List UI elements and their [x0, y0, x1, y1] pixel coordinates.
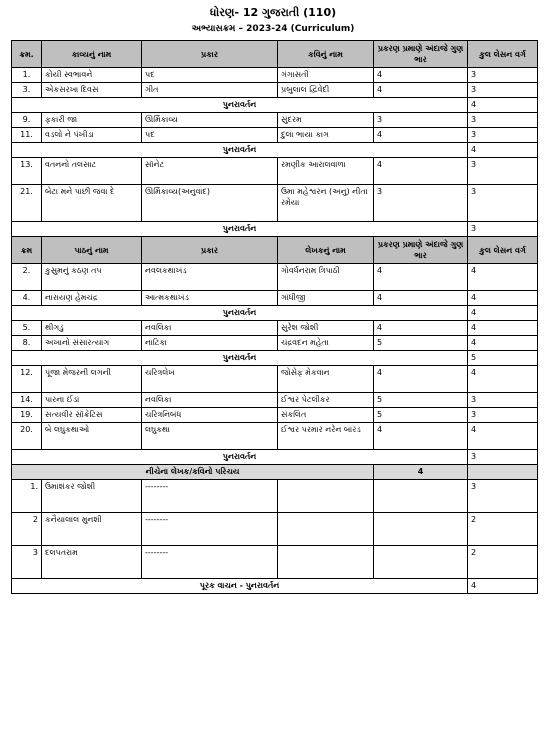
table-header-row	[12, 41, 538, 68]
row-author: ગોવર્ધનરામ ત્રિપાઠી	[278, 264, 374, 291]
row-type: લઘુકથા	[142, 423, 278, 450]
row-author: ગંગાસતી	[278, 68, 374, 83]
row-type: નવલકથાખંડ	[142, 264, 278, 291]
empty-cell	[278, 513, 374, 546]
revision-row	[12, 450, 538, 465]
intro-header-row	[12, 465, 538, 480]
row-marks: 4	[374, 366, 468, 393]
row-number: 14.	[12, 393, 42, 408]
row-marks: 5	[374, 408, 468, 423]
empty-cell	[278, 546, 374, 579]
row-number: 20.	[12, 423, 42, 450]
row-dash: --------	[142, 546, 278, 579]
row-author: ઉમા મહેશ્વરન (અનુ) નીતા રમેયા	[278, 185, 374, 222]
row-type: ચરિત્રનિબંધ	[142, 408, 278, 423]
row-type: સૉનેટ	[142, 158, 278, 185]
table-row	[12, 68, 538, 83]
row-title: એકસરખા દિવસ	[42, 83, 142, 98]
row-lessons: 3	[468, 158, 538, 185]
row-author: ગાંધીજી	[278, 291, 374, 306]
row-lessons: 2	[468, 513, 538, 546]
row-marks: 5	[374, 393, 468, 408]
row-author: સંકલિત	[278, 408, 374, 423]
row-author: દુલા ભાયા કાગ	[278, 128, 374, 143]
row-title: કોયી સ્વભાવને	[42, 68, 142, 83]
row-title: બે લઘુકથાઓ	[42, 423, 142, 450]
row-number: 13.	[12, 158, 42, 185]
table-row	[12, 336, 538, 351]
curriculum-table	[11, 40, 538, 594]
column-header: ક્રમ	[12, 237, 42, 264]
revision-label: પુનરાવર્તન	[12, 98, 468, 113]
page-title: ધોરણ- 12 ગુજરાતી (110)	[209, 6, 337, 19]
row-dash: --------	[142, 513, 278, 546]
row-marks: 4	[374, 423, 468, 450]
row-dash: --------	[142, 480, 278, 513]
row-author: ઈશ્વર પરમાર નરેન બારડ	[278, 423, 374, 450]
row-title: સત્યવીર સૉક્રેટિસ	[42, 408, 142, 423]
row-author: ઈશ્વર પેટલીકર	[278, 393, 374, 408]
footer-label: પૂરક વાચન - પુનરાવર્તન	[12, 579, 468, 594]
intro-row	[12, 546, 538, 579]
column-header: ક્રમ.	[12, 41, 42, 68]
table-row	[12, 291, 538, 306]
empty-cell	[374, 546, 468, 579]
row-marks: 4	[374, 83, 468, 98]
revision-lessons: 4	[468, 98, 538, 113]
column-header: પાઠનું નામ	[42, 237, 142, 264]
row-type: ઊર્મિકાવ્ય	[142, 113, 278, 128]
row-title: ફકારી જા	[42, 113, 142, 128]
table-header-row	[12, 237, 538, 264]
row-type: નાટિકા	[142, 336, 278, 351]
row-author: કનૈયાલાલ મુનશી	[42, 513, 142, 546]
row-author: રમણીક આરાલવાળા	[278, 158, 374, 185]
row-title: થીગડું	[42, 321, 142, 336]
row-number: 1.	[12, 68, 42, 83]
row-author: જોસેફ મેકવાન	[278, 366, 374, 393]
row-title: વતનનો તલસાટ	[42, 158, 142, 185]
revision-lessons: 4	[468, 143, 538, 158]
table-row	[12, 158, 538, 185]
column-header: કુલ લેસન વર્ગ	[468, 41, 538, 68]
row-marks: 4	[374, 68, 468, 83]
row-number: 1.	[12, 480, 42, 513]
row-lessons: 3	[468, 393, 538, 408]
revision-label: પુનરાવર્તન	[12, 306, 468, 321]
table-row	[12, 408, 538, 423]
row-number: 2.	[12, 264, 42, 291]
row-author: પ્રબુલાલ દ્વિવેદી	[278, 83, 374, 98]
column-header: પ્રકાર	[142, 41, 278, 68]
row-type: ગીત	[142, 83, 278, 98]
footer-row	[12, 579, 538, 594]
row-marks: 4	[374, 158, 468, 185]
row-lessons: 3	[468, 185, 538, 222]
row-marks: 5	[374, 336, 468, 351]
intro-label: નીચેના લેખક/કવિનો પરિચય	[12, 465, 374, 480]
row-lessons: 4	[468, 291, 538, 306]
revision-row	[12, 306, 538, 321]
row-type: પદ	[142, 68, 278, 83]
page-subtitle: અભ્યાસક્રમ – 2023-24 (Curriculum)	[191, 24, 355, 34]
revision-row	[12, 351, 538, 366]
row-type: નવલિકા	[142, 393, 278, 408]
row-lessons: 4	[468, 321, 538, 336]
table-row	[12, 83, 538, 98]
column-header: પ્રકરણ પ્રમાણે અંદાજે ગુણ ભાર	[374, 237, 468, 264]
revision-row	[12, 143, 538, 158]
revision-lessons: 3	[468, 450, 538, 465]
row-marks: 4	[374, 128, 468, 143]
row-lessons: 3	[468, 128, 538, 143]
row-author: સુંદરમ	[278, 113, 374, 128]
row-title: નારાયણ હેમચંદ્ર	[42, 291, 142, 306]
row-type: ઊર્મિકાવ્ય(અનુવાદ)	[142, 185, 278, 222]
column-header: કુલ લેસન વર્ગ	[468, 237, 538, 264]
row-lessons: 3	[468, 408, 538, 423]
row-lessons: 3	[468, 83, 538, 98]
revision-label: પુનરાવર્તન	[12, 450, 468, 465]
row-number: 5.	[12, 321, 42, 336]
row-type: ચરિત્રલેખ	[142, 366, 278, 393]
table-row	[12, 321, 538, 336]
row-lessons: 4	[468, 264, 538, 291]
row-lessons: 3	[468, 480, 538, 513]
row-title: અખાનો સંસારત્યાગ	[42, 336, 142, 351]
revision-lessons: 5	[468, 351, 538, 366]
row-lessons: 3	[468, 68, 538, 83]
table-row	[12, 423, 538, 450]
row-lessons: 4	[468, 336, 538, 351]
table-row	[12, 113, 538, 128]
intro-marks: 4	[374, 465, 468, 480]
intro-row	[12, 513, 538, 546]
row-marks: 4	[374, 264, 468, 291]
intro-row	[12, 480, 538, 513]
row-marks: 3	[374, 113, 468, 128]
row-title: વડલો ને પંખીડા	[42, 128, 142, 143]
row-number: 2	[12, 513, 42, 546]
row-marks: 4	[374, 291, 468, 306]
revision-row	[12, 222, 538, 237]
row-author: ચંદ્રવદન મહેતા	[278, 336, 374, 351]
empty-cell	[374, 480, 468, 513]
row-number: 9.	[12, 113, 42, 128]
column-header: પ્રકરણ પ્રમાણે અંદાજે ગુણ ભાર	[374, 41, 468, 68]
table-row	[12, 264, 538, 291]
column-header: કવિનું નામ	[278, 41, 374, 68]
row-title: બેટા મને પાછી જવા દે	[42, 185, 142, 222]
table-row	[12, 366, 538, 393]
row-number: 12.	[12, 366, 42, 393]
row-marks: 4	[374, 321, 468, 336]
revision-lessons: 3	[468, 222, 538, 237]
row-number: 21.	[12, 185, 42, 222]
row-number: 11.	[12, 128, 42, 143]
column-header: લેખકનું નામ	[278, 237, 374, 264]
row-lessons: 4	[468, 366, 538, 393]
empty-cell	[374, 513, 468, 546]
row-type: નવલિકા	[142, 321, 278, 336]
row-title: કુસુમનું કઠણ તપ	[42, 264, 142, 291]
row-author: ઉમાશંકર જોશી	[42, 480, 142, 513]
row-lessons: 2	[468, 546, 538, 579]
row-type: પદ	[142, 128, 278, 143]
row-number: 19.	[12, 408, 42, 423]
column-header: પ્રકાર	[142, 237, 278, 264]
table-row	[12, 128, 538, 143]
row-number: 3.	[12, 83, 42, 98]
column-header: કાવ્યનું નામ	[42, 41, 142, 68]
row-title: પારના ઈંડાં	[42, 393, 142, 408]
row-title: પૂંજા મેજરની લગની	[42, 366, 142, 393]
row-author: દલપતરામ	[42, 546, 142, 579]
row-type: આત્મકથાખંડ	[142, 291, 278, 306]
row-number: 4.	[12, 291, 42, 306]
table-row	[12, 393, 538, 408]
row-number: 8.	[12, 336, 42, 351]
revision-label: પુનરાવર્તન	[12, 222, 468, 237]
row-number: 3	[12, 546, 42, 579]
revision-row	[12, 98, 538, 113]
footer-lessons: 4	[468, 579, 538, 594]
intro-empty	[468, 465, 538, 480]
revision-label: પુનરાવર્તન	[12, 143, 468, 158]
revision-lessons: 4	[468, 306, 538, 321]
row-lessons: 3	[468, 113, 538, 128]
row-lessons: 4	[468, 423, 538, 450]
revision-label: પુનરાવર્તન	[12, 351, 468, 366]
row-marks: 3	[374, 185, 468, 222]
table-row	[12, 185, 538, 222]
row-author: સુરેશ જોશી	[278, 321, 374, 336]
empty-cell	[278, 480, 374, 513]
